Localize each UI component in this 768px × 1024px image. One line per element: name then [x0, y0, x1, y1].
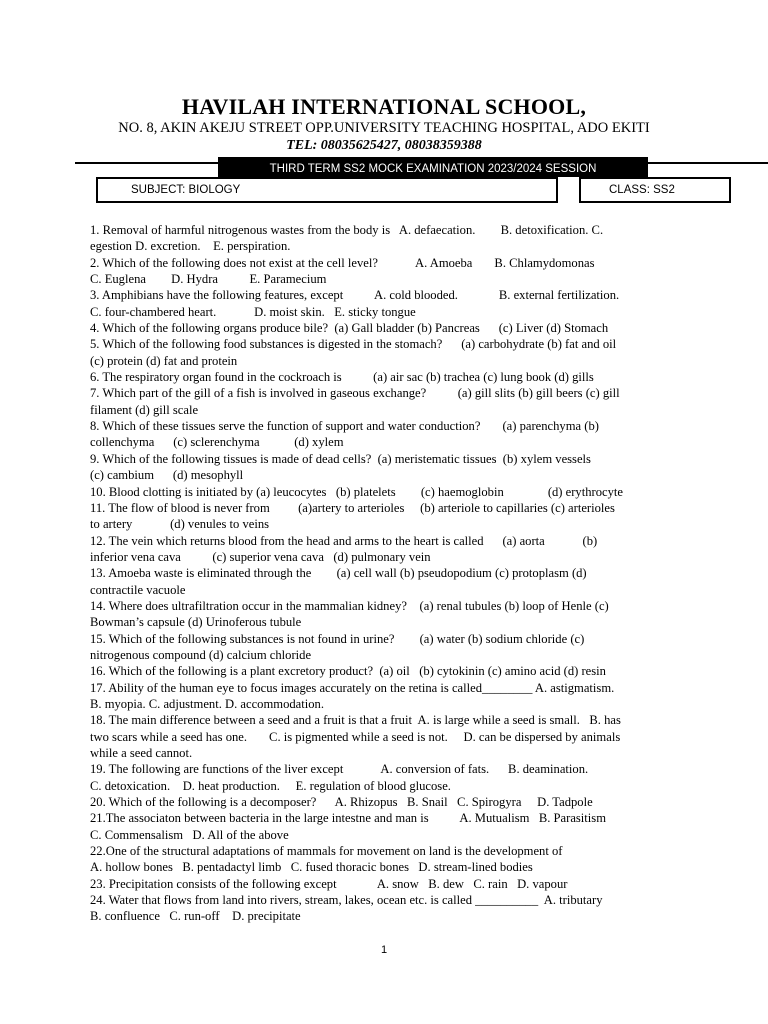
- question-line: filament (d) gill scale: [90, 402, 199, 417]
- question-line: egestion D. excretion. E. perspiration.: [90, 239, 291, 254]
- school-telephone: TEL: 08035625427, 08038359388: [286, 138, 482, 153]
- exam-banner: THIRD TERM SS2 MOCK EXAMINATION 2023/2024 SESSION: [218, 157, 648, 177]
- question-line: B. myopia. C. adjustment. D. accommodation.: [90, 696, 324, 711]
- question-line: 17. Ability of the human eye to focus images accurately on the retina is called________ A. astigmatism.: [90, 680, 615, 695]
- question-line: two scars while a seed has one. C. is pigmented while a seed is not. D. can be dispersed by animals: [90, 729, 621, 744]
- page-number: 1: [380, 944, 388, 956]
- question-line: 23. Precipitation consists of the following except A. snow B. dew C. rain D. vapour: [90, 876, 568, 891]
- question-line: 18. The main difference between a seed and a fruit is that a fruit A. is large while a seed is small. B. has: [90, 713, 621, 728]
- question-line: (c) cambium (d) mesophyll: [90, 468, 244, 483]
- question-line: Bowman’s capsule (d) Urinoferous tubule: [90, 615, 302, 630]
- subject-label: SUBJECT: BIOLOGY: [131, 184, 241, 196]
- question-line: 1. Removal of harmful nitrogenous wastes from the body is A. defaecation. B. detoxification. C.: [90, 223, 604, 237]
- question-line: 19. The following are functions of the liver except A. conversion of fats. B. deamination.: [90, 762, 589, 777]
- question-line: collenchyma (c) sclerenchyma (d) xylem: [90, 435, 344, 450]
- question-line: 24. Water that flows from land into rivers, stream, lakes, ocean etc. is called __________ A. tributary: [90, 893, 603, 908]
- question-line: 2. Which of the following does not exist at the cell level? A. Amoeba B. Chlamydomonas: [90, 255, 595, 270]
- school-name: HAVILAH INTERNATIONAL SCHOOL,: [181, 94, 587, 119]
- question-line: 14. Where does ultrafiltration occur in the mammalian kidney? (a) renal tubules (b) loop of Henle (c): [90, 598, 609, 613]
- question-line: 3. Amphibians have the following features, except A. cold blooded. B. external fertilization.: [90, 288, 620, 303]
- question-line: B. confluence C. run-off D. precipitate: [90, 909, 301, 924]
- question-list: [90, 222, 690, 925]
- question-line: nitrogenous compound (d) calcium chloride: [90, 647, 312, 662]
- class-label: CLASS: SS2: [609, 184, 675, 196]
- question-line: while a seed cannot.: [90, 746, 193, 760]
- question-line: to artery (d) venules to veins: [90, 517, 270, 532]
- question-line: 15. Which of the following substances is not found in urine? (a) water (b) sodium chloride (c): [90, 631, 585, 646]
- question-line: 13. Amoeba waste is eliminated through the (a) cell wall (b) pseudopodium (c) protoplasm (d): [90, 566, 587, 581]
- question-line: 12. The vein which returns blood from the head and arms to the heart is called (a) aorta (b): [90, 533, 598, 548]
- question-line: (c) protein (d) fat and protein: [90, 353, 238, 368]
- question-line: 20. Which of the following is a decomposer? A. Rhizopus B. Snail C. Spirogyra D. Tadpole: [90, 795, 593, 810]
- question-line: 7. Which part of the gill of a fish is involved in gaseous exchange? (a) gill slits (b) gill beers (c) gill: [90, 386, 620, 401]
- question-line: contractile vacuole: [90, 582, 186, 597]
- question-line: C. four-chambered heart. D. moist skin. E. sticky tongue: [90, 304, 416, 319]
- question-line: 11. The flow of blood is never from (a)artery to arterioles (b) arteriole to capillaries (c) arterioles: [90, 500, 615, 515]
- question-line: inferior vena cava (c) superior vena cava (d) pulmonary vein: [90, 549, 431, 564]
- question-line: A. hollow bones B. pentadactyl limb C. fused thoracic bones D. stream-lined bodies: [90, 860, 533, 875]
- question-line: C. Euglena D. Hydra E. Paramecium: [90, 272, 327, 287]
- class-box: [579, 177, 731, 203]
- question-line: 6. The respiratory organ found in the cockroach is (a) air sac (b) trachea (c) lung book (d) gills: [90, 370, 594, 385]
- question-line: 5. Which of the following food substances is digested in the stomach? (a) carbohydrate (b) fat and oil: [90, 337, 617, 352]
- school-address: NO. 8, AKIN AKEJU STREET OPP.UNIVERSITY TEACHING HOSPITAL, ADO EKITI: [118, 120, 650, 136]
- question-line: 8. Which of these tissues serve the function of support and water conduction? (a) parenchyma (b): [90, 419, 599, 434]
- question-line: C. detoxication. D. heat production. E. regulation of blood glucose.: [90, 778, 451, 793]
- question-line: 4. Which of the following organs produce bile? (a) Gall bladder (b) Pancreas (c) Liver (d) Stomach: [90, 321, 609, 336]
- question-line: 9. Which of the following tissues is made of dead cells? (a) meristematic tissues (b) xylem vessels: [90, 451, 591, 466]
- question-line: 10. Blood clotting is initiated by (a) leucocytes (b) platelets (c) haemoglobin (d) erythrocyte: [90, 484, 623, 499]
- question-line: 16. Which of the following is a plant excretory product? (a) oil (b) cytokinin (c) amino acid (d) resin: [90, 664, 606, 679]
- question-line: 22.One of the structural adaptations of mammals for movement on land is the development of: [90, 844, 563, 859]
- subject-box: [96, 177, 558, 203]
- question-line: C. Commensalism D. All of the above: [90, 827, 289, 842]
- question-line: 21.The associaton between bacteria in the large intestne and man is A. Mutualism B. Parasitism: [90, 811, 606, 826]
